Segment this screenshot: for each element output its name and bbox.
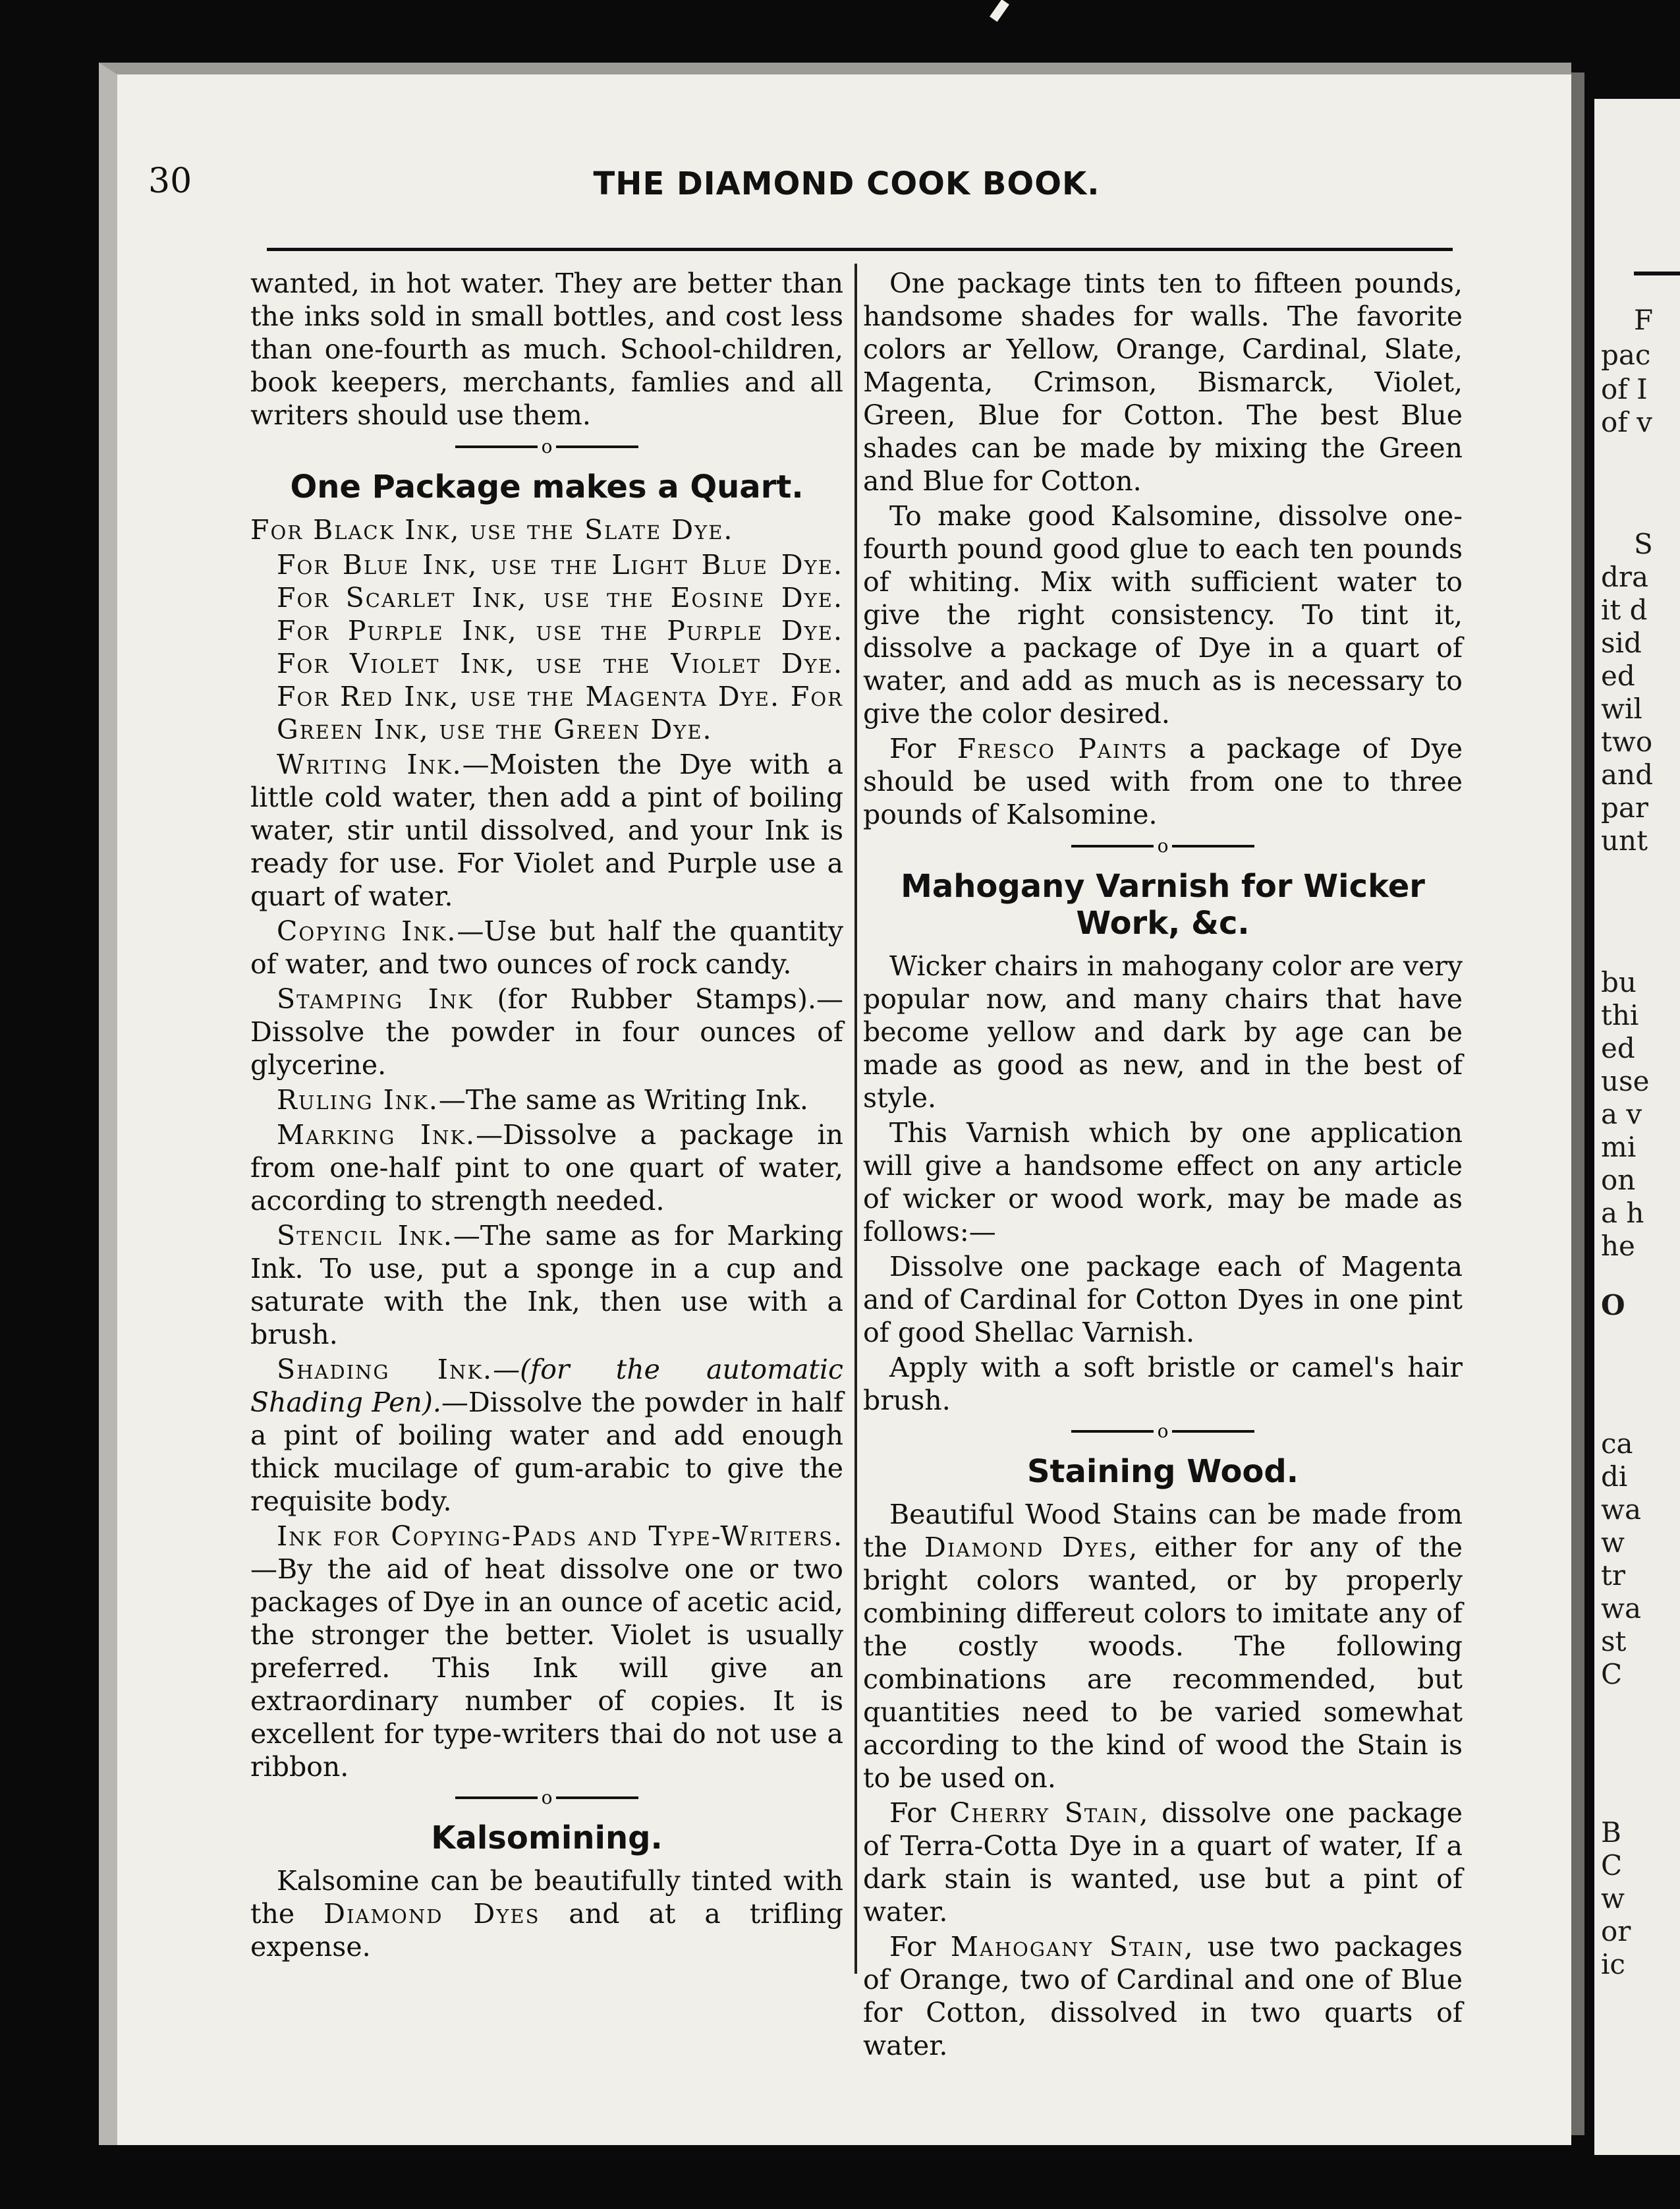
- adjacent-page-fragment: of I: [1601, 373, 1648, 405]
- paragraph: [250, 1083, 843, 1116]
- adjacent-page-fragment: ic: [1601, 1948, 1625, 1980]
- paragraph: For Blue Ink, use the Light Blue Dye. For Scarlet Ink, use the Eosine Dye. For Purple Ink, use the Purple Dye. For Violet Ink, use the Violet Dye. For Red Ink, use the Magenta Dye. For Green Ink, use the Green Dye.: [277, 548, 843, 745]
- section-title: Kalsomining.: [431, 1820, 663, 1856]
- adjacent-page-fragment: w: [1601, 1882, 1625, 1914]
- adjacent-page-fragment: C: [1601, 1658, 1623, 1690]
- run-in-label: Ruling Ink.: [277, 1083, 439, 1116]
- adjacent-page-fragment: on: [1601, 1164, 1636, 1196]
- paragraph-text: Kalsomine can be beautifully tinted with the: [250, 1865, 843, 1930]
- adjacent-page: [1594, 99, 1680, 2155]
- paragraph-text: , either for any of the bright colors wanted, or by properly combining differeut colors to imitate any of the costly woods. The following combinations are recommended, but quantities need to be varied somewhat according to the kind of wood the Stain is to be used on.: [863, 1532, 1463, 1794]
- paragraph: [250, 1520, 843, 1783]
- paragraph-text: and at a trifling expense.: [250, 1898, 844, 1963]
- adjacent-page-fragment: it d: [1601, 594, 1648, 626]
- adjacent-page-fragment: C: [1601, 1849, 1623, 1881]
- running-title: THE DIAMOND COOK BOOK.: [593, 165, 1100, 202]
- paragraph: [250, 983, 843, 1081]
- page-header: [148, 155, 1459, 208]
- paragraph-text: —The same as Writing Ink.: [438, 1083, 808, 1116]
- adjacent-page-fragment: or: [1601, 1915, 1631, 1947]
- run-in-label: Shading Ink.: [277, 1353, 493, 1385]
- header-rule: [267, 248, 1453, 251]
- section-divider: [863, 835, 1463, 856]
- run-in-label: Marking Ink.: [277, 1118, 476, 1151]
- adjacent-page-fragment: use: [1601, 1065, 1650, 1097]
- section-divider: [250, 436, 843, 457]
- paragraph-text: —Dissolve a package in from one-half pint to one quart of water, according to strength needed.: [250, 1118, 843, 1217]
- run-in-label: Cherry Stain: [949, 1797, 1140, 1829]
- adjacent-page-fragment: O: [1601, 1289, 1625, 1321]
- divider-mark: o: [1157, 834, 1169, 857]
- run-in-label: Copying Ink.: [277, 915, 457, 947]
- section-title: Staining Wood.: [1026, 1453, 1299, 1490]
- adjacent-page-fragment: mi: [1601, 1131, 1637, 1163]
- run-in-label: Ink for Copying-Pads and Type-Writers.: [277, 1520, 843, 1552]
- adjacent-page-fragment: ed: [1601, 1032, 1635, 1064]
- adjacent-page-fragment: bu: [1601, 966, 1637, 998]
- run-in-label: Stencil Ink.: [277, 1219, 453, 1251]
- run-in-label: Mahogany Stain: [950, 1931, 1185, 1963]
- adjacent-page-fragment: B: [1601, 1816, 1621, 1849]
- adjacent-page-fragment: par: [1601, 791, 1649, 824]
- adjacent-page-fragment: of v: [1601, 406, 1652, 438]
- paragraph: Wicker chairs in mahogany color are very popular now, and many chairs that have become yellow and dark by age can be made as good as new, and in the best of style.: [863, 950, 1463, 1114]
- adjacent-page-fragment: he: [1601, 1230, 1635, 1262]
- paragraph: For Black Ink, use the Slate Dye.: [250, 513, 734, 546]
- paragraph-text: For: [889, 733, 957, 764]
- adjacent-page-fragment: sid: [1601, 627, 1642, 659]
- adjacent-page-fragment: ed: [1601, 660, 1635, 692]
- right-column: [863, 267, 1463, 2064]
- brand-name: Diamond Dyes: [323, 1898, 540, 1930]
- paragraph: [863, 1796, 1463, 1928]
- adjacent-page-fragment: di: [1601, 1460, 1628, 1493]
- adjacent-page-fragment: dra: [1601, 561, 1649, 593]
- paragraph: [250, 1864, 843, 1963]
- paragraph: [250, 1118, 843, 1217]
- run-in-label: Stamping Ink: [277, 983, 474, 1015]
- run-in-label: Writing Ink.: [277, 748, 462, 780]
- paragraph: [863, 732, 1463, 831]
- paragraph-text: (for Rubber Stamps).—Dissolve the powder in four ounces of glycerine.: [250, 983, 843, 1081]
- paragraph: wanted, in hot water. They are better than the inks sold in small bottles, and cost less than one-fourth as much. School-children, book keepers, merchants, famlies and all writers should use them.: [250, 268, 843, 431]
- adjacent-page-rule: [1634, 272, 1680, 275]
- brand-name: Diamond Dyes: [924, 1532, 1129, 1563]
- adjacent-page-fragment: S: [1634, 528, 1653, 560]
- section-title: One Package makes a Quart.: [290, 468, 804, 505]
- paragraph-text: Beautiful Wood Stains can be made from the: [863, 1499, 1463, 1563]
- page-edge: [1571, 72, 1584, 2135]
- adjacent-page-fragment: F: [1634, 304, 1654, 336]
- paragraph: [250, 1219, 843, 1351]
- adjacent-page-fragment: wil: [1601, 693, 1642, 725]
- adjacent-page-fragment: st: [1601, 1625, 1627, 1657]
- paragraph: To make good Kalsomine, dissolve one-fourth pound good glue to each ten pounds of whiting. Mix with sufficient water to give the right consistency. To tint it, dissolve a package of Dye in a quart of water, and add as much as is necessary to give the color desired.: [863, 500, 1463, 730]
- adjacent-page-fragment: pac: [1601, 339, 1651, 371]
- paragraph: [863, 1930, 1463, 2062]
- left-column: [250, 267, 843, 1965]
- adjacent-page-fragment: tr: [1601, 1559, 1625, 1592]
- section-divider: [250, 1787, 843, 1808]
- paragraph: [863, 1498, 1463, 1794]
- adjacent-page-fragment: w: [1601, 1526, 1625, 1559]
- paragraph-text: For: [889, 1931, 951, 1963]
- adjacent-page-fragment: ca: [1601, 1427, 1633, 1460]
- paragraph: This Varnish which by one application will give a handsome effect on any article of wicker or wood work, may be made as follows:—: [863, 1116, 1463, 1248]
- adjacent-page-fragment: wa: [1601, 1592, 1641, 1624]
- adjacent-page-fragment: unt: [1601, 824, 1648, 857]
- paragraph-text: , use two packages of Orange, two of Cardinal and one of Blue for Cotton, dissolved in two quarts of water.: [863, 1931, 1463, 2061]
- paragraph-text: —Dissolve the powder in half a pint of boiling water and add enough thick mucilage of gum-arabic to give the requisite body.: [250, 1386, 843, 1517]
- adjacent-page-fragment: wa: [1601, 1493, 1641, 1526]
- paragraph-text: —By the aid of heat dissolve one or two packages of Dye in an ounce of acetic acid, the stronger the better. Violet is usually preferred. This Ink will give an extraordinary number of copies. It is excellent for type-writers thai do not use a ribbon.: [250, 1553, 843, 1783]
- adjacent-page-fragment: thi: [1601, 999, 1639, 1031]
- italic-text: —(for the automatic Shading Pen).: [250, 1353, 843, 1418]
- section-divider: [863, 1421, 1463, 1442]
- divider-mark: o: [541, 1787, 553, 1808]
- divider-mark: o: [541, 435, 553, 457]
- section-title: Mahogany Varnish for Wicker Work, &c.: [901, 867, 1425, 942]
- paragraph: One package tints ten to fifteen pounds, handsome shades for walls. The favorite colors ar Yellow, Orange, Cardinal, Slate, Magenta, Crimson, Bismarck, Violet, Green, Blue for Cotton. The best Blue shades can be made by mixing the Green and Blue for Cotton.: [863, 268, 1463, 497]
- column-divider: [854, 264, 857, 1974]
- paragraph-text: —Use but half the quantity of water, and two ounces of rock candy.: [250, 915, 843, 980]
- run-in-label: Fresco Paints: [957, 733, 1168, 764]
- adjacent-page-fragment: a v: [1601, 1098, 1642, 1130]
- paragraph-text: —The same as for Marking Ink. To use, put a sponge in a cup and saturate with the Ink, then use with a brush.: [250, 1219, 843, 1350]
- divider-mark: o: [1157, 1420, 1169, 1442]
- paragraph: [250, 915, 843, 981]
- adjacent-page-fragment: and: [1601, 759, 1653, 791]
- scan-mark: [990, 0, 1009, 22]
- paragraph-text: For: [889, 1797, 950, 1829]
- paragraph: [250, 1353, 843, 1518]
- adjacent-page-fragment: a h: [1601, 1197, 1644, 1229]
- paragraph: Apply with a soft bristle or camel's hair brush.: [863, 1351, 1463, 1416]
- paragraph-text: —Moisten the Dye with a little cold water, then add a pint of boiling water, stir until dissolved, and your Ink is ready for use. For Violet and Purple use a quart of water.: [250, 748, 844, 912]
- paragraph-text: a package of Dye should be used with from one to three pounds of Kalsomine.: [863, 733, 1463, 830]
- page-number: 30: [148, 161, 192, 201]
- paragraph: Dissolve one package each of Magenta and of Cardinal for Cotton Dyes in one pint of good Shellac Varnish.: [863, 1250, 1463, 1348]
- paragraph-text: , dissolve one package of Terra-Cotta Dye in a quart of water, If a dark stain is wanted, use but a pint of water.: [863, 1797, 1463, 1928]
- paragraph: [250, 748, 843, 913]
- adjacent-page-fragment: two: [1601, 726, 1653, 758]
